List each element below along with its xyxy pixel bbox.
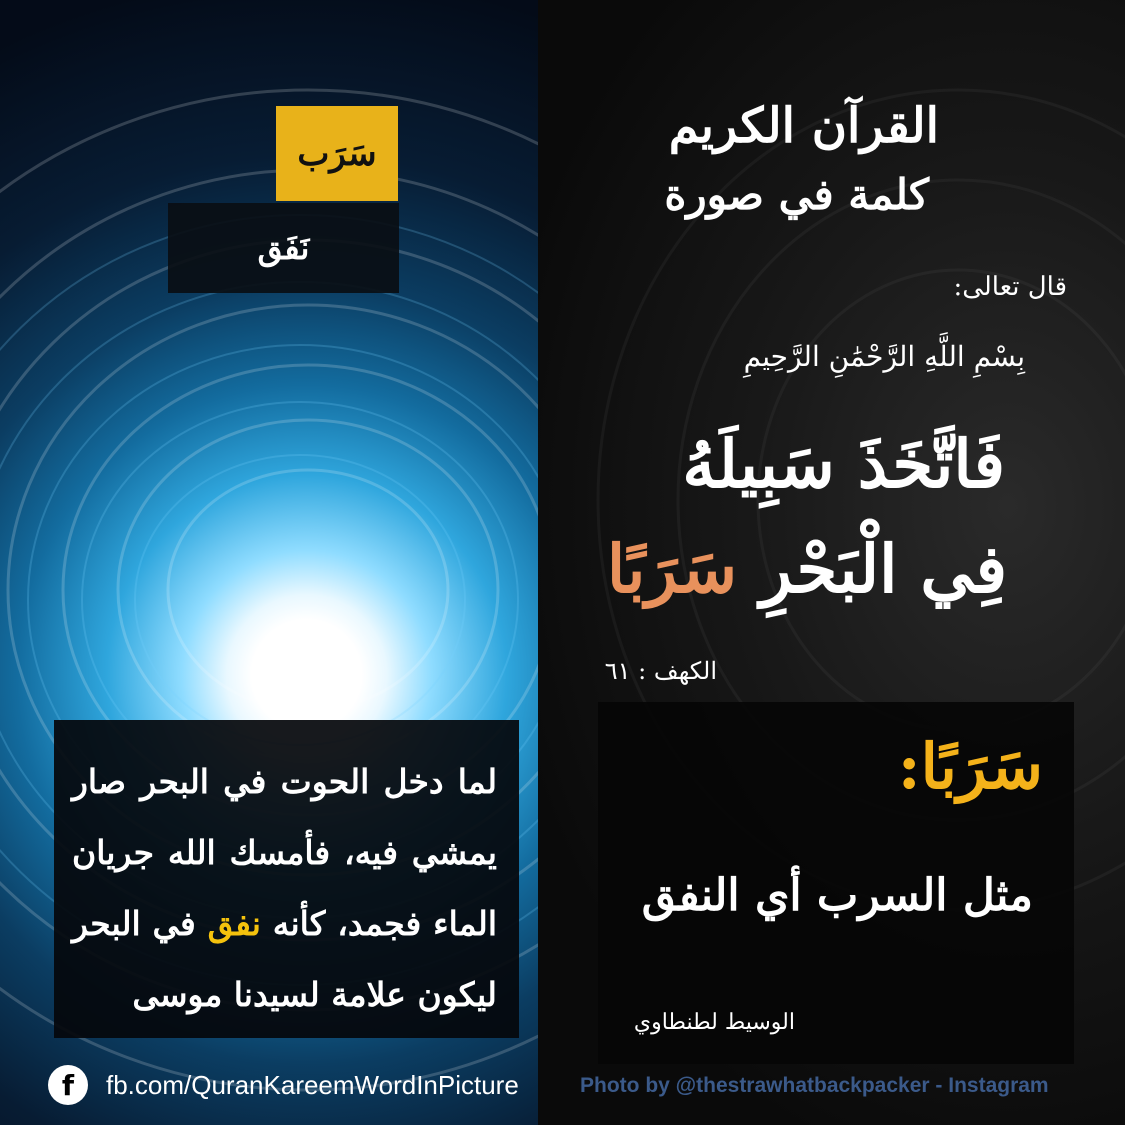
verse-line-1: فَاتَّخَذَ سَبِيلَهُ: [682, 425, 1005, 503]
verse-line-2-prefix: فِي الْبَحْرِ: [737, 530, 1007, 608]
definition-word: سَرَبًا:: [897, 730, 1043, 803]
facebook-link[interactable]: [48, 1063, 519, 1107]
page-title: القرآن الكريم: [668, 98, 939, 154]
explanation-highlight: نفق: [207, 904, 261, 943]
verse-intro: قال تعالى:: [953, 272, 1067, 302]
verse-highlight-word: سَرَبًا: [606, 530, 738, 608]
verse-reference: الكهف : ٦١: [604, 657, 717, 685]
definition-source: الوسيط لطنطاوي: [633, 1010, 795, 1035]
page-subtitle: كلمة في صورة: [664, 170, 929, 219]
meaning-text: نَفَق: [257, 229, 310, 267]
word-card: [276, 106, 398, 201]
verse-line-2: [607, 530, 1007, 608]
explanation-text-after: في البحر ليكون علامة لسيدنا موسى: [72, 904, 497, 1014]
meaning-card: [168, 203, 399, 293]
explanation-text-before: لما دخل الحوت في البحر صار يمشي فيه، فأمسك الله جريان الماء فجمد، كأنه: [72, 762, 497, 943]
word-text: سَرَب: [297, 133, 377, 174]
explanation-box: [54, 720, 519, 1038]
photo-credit: Photo by @thestrawhatbackpacker - Instagram: [580, 1074, 1049, 1097]
facebook-icon: f: [48, 1065, 88, 1105]
facebook-url[interactable]: fb.com/QuranKareemWordInPicture: [106, 1069, 519, 1100]
basmala: بِسْمِ اللَّهِ الرَّحْمَٰنِ الرَّحِيمِ: [743, 340, 1025, 373]
definition-text: مثل السرب أي النفق: [641, 870, 1033, 921]
